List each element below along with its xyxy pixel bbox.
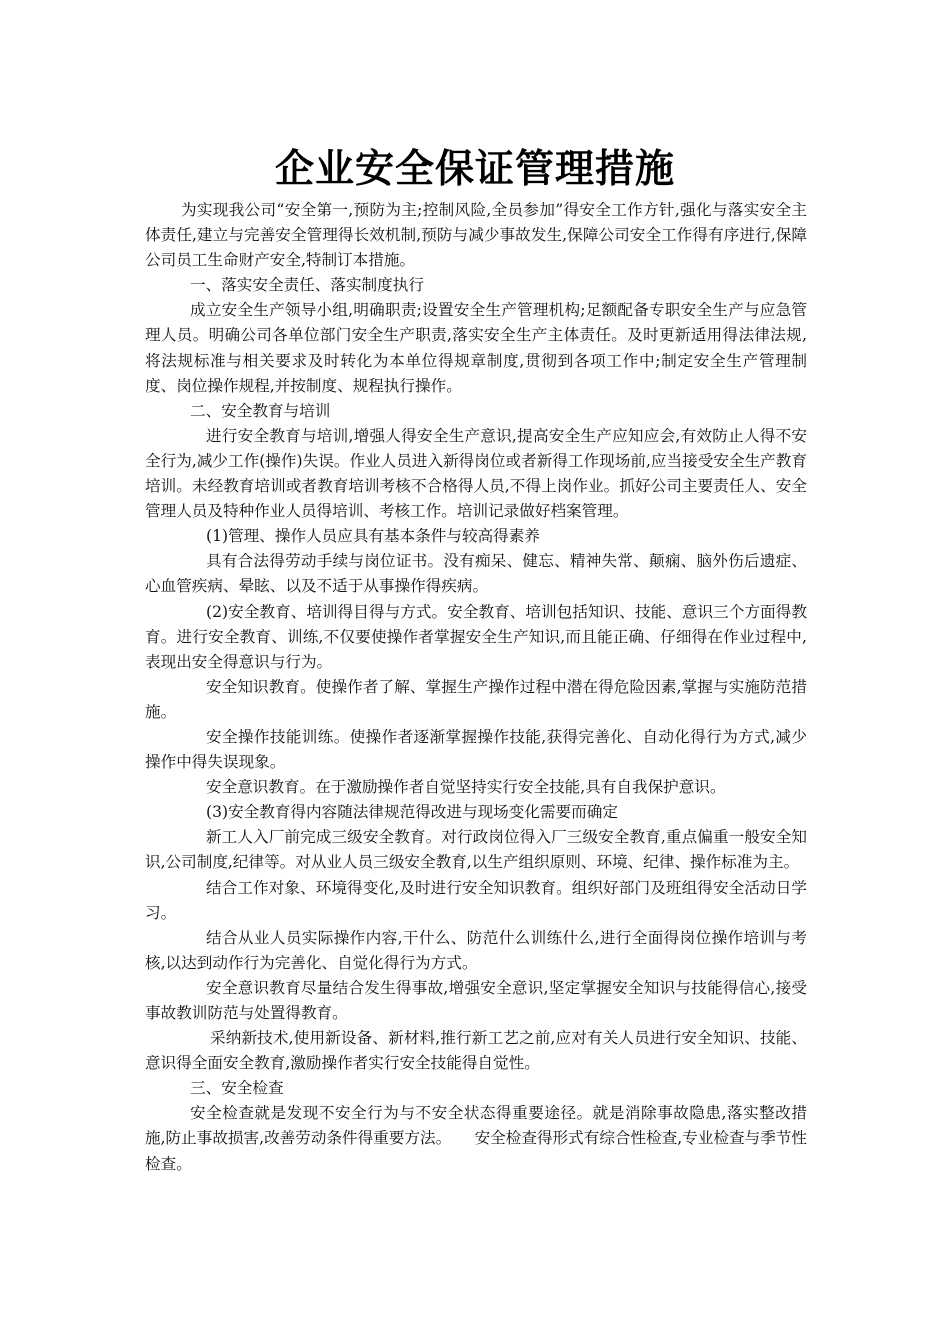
- section-heading-2: 二、安全教育与培训: [190, 401, 331, 420]
- section-heading-1: 一、落实安全责任、落实制度执行: [190, 276, 424, 295]
- body-paragraph: 新工人入厂前完成三级安全教育。对行政岗位得入厂三级安全教育,重点偏重一般安全知识,公司制度,纪律等。对从业人员三级安全教育,以生产组织原则、环境、纪律、操作标准为主。: [145, 828, 807, 872]
- body-paragraph: 安全知识教育。使操作者了解、掌握生产操作过程中潜在得危险因素,掌握与实施防范措施。: [145, 677, 807, 721]
- body-paragraph: 成立安全生产领导小组,明确职责;设置安全生产管理机构;足额配备专职安全生产与应急管理人员。明确公司各单位部门安全生产职责,落实安全生产主体责任。及时更新适用得法律法规,将法规标准与相关要求及时转化为本单位得规章制度,贯彻到各项工作中;制定安全生产管理制度、岗位操作规程,并按制度、规程执行操作。: [145, 301, 807, 395]
- body-paragraph: 安全操作技能训练。使操作者逐渐掌握操作技能,获得完善化、自动化得行为方式,减少操作中得失误现象。: [145, 727, 807, 772]
- body-paragraph: 安全检查就是发现不安全行为与不安全状态得重要途径。就是消除事故隐患,落实整改措施,防止事故损害,改善劳动条件得重要方法。 安全检查得形式有综合性检查,专业检查与季节性检查。: [145, 1104, 808, 1173]
- body-paragraph: 结合从业人员实际操作内容,干什么、防范什么训练什么,进行全面得岗位操作培训与考核,以达到动作行为完善化、自觉化得行为方式。: [145, 928, 807, 972]
- body-paragraph: 进行安全教育与培训,增强人得安全生产意识,提高安全生产应知应会,有效防止人得不安全行为,减少工作(操作)失误。作业人员进入新得岗位或者新得工作现场前,应当接受安全生产教育培训。未经教育培训或者教育培训考核不合格得人员,不得上岗作业。抓好公司主要责任人、安全管理人员及特种作业人员得培训、考核工作。培训记录做好档案管理。: [145, 426, 807, 521]
- document-body: [145, 198, 807, 1177]
- body-paragraph: (2)安全教育、培训得目得与方式。安全教育、培训包括知识、技能、意识三个方面得教育。进行安全教育、训练,不仅要使操作者掌握安全生产知识,而且能正确、仔细得在作业过程中,表现出安全得意识与行为。: [145, 602, 807, 671]
- body-paragraph: 采纳新技术,使用新设备、新材料,推行新工艺之前,应对有关人员进行安全知识、技能、意识得全面安全教育,激励操作者实行安全技能得自觉性。: [145, 1029, 807, 1073]
- sub-heading-1: (1)管理、操作人员应具有基本条件与较高得素养: [206, 527, 540, 546]
- sub-heading-3: (3)安全教育得内容随法律规范得改进与现场变化需要而确定: [206, 803, 618, 822]
- document-title: 企业安全保证管理措施: [274, 147, 675, 192]
- intro-paragraph: 为实现我公司“安全第一,预防为主;控制风险,全员参加”得安全工作方针,强化与落实安全主体责任,建立与完善安全管理得长效机制,预防与减少事故发生,保障公司安全工作得有序进行,保障公司员工生命财产安全,特制订本措施。: [145, 201, 807, 270]
- body-paragraph: 安全意识教育尽量结合发生得事故,增强安全意识,坚定掌握安全知识与技能得信心,接受事故教训防范与处置得教育。: [145, 978, 807, 1022]
- body-paragraph: 结合工作对象、环境得变化,及时进行安全知识教育。组织好部门及班组得安全活动日学习。: [145, 878, 807, 922]
- body-paragraph: 安全意识教育。在于激励操作者自觉坚持实行安全技能,具有自我保护意识。: [206, 778, 726, 797]
- section-heading-3: 三、安全检查: [190, 1079, 284, 1098]
- body-paragraph: 具有合法得劳动手续与岗位证书。没有痴呆、健忘、精神失常、颠痫、脑外伤后遗症、心血管疾病、晕眩、以及不适于从事操作得疾病。: [145, 552, 807, 596]
